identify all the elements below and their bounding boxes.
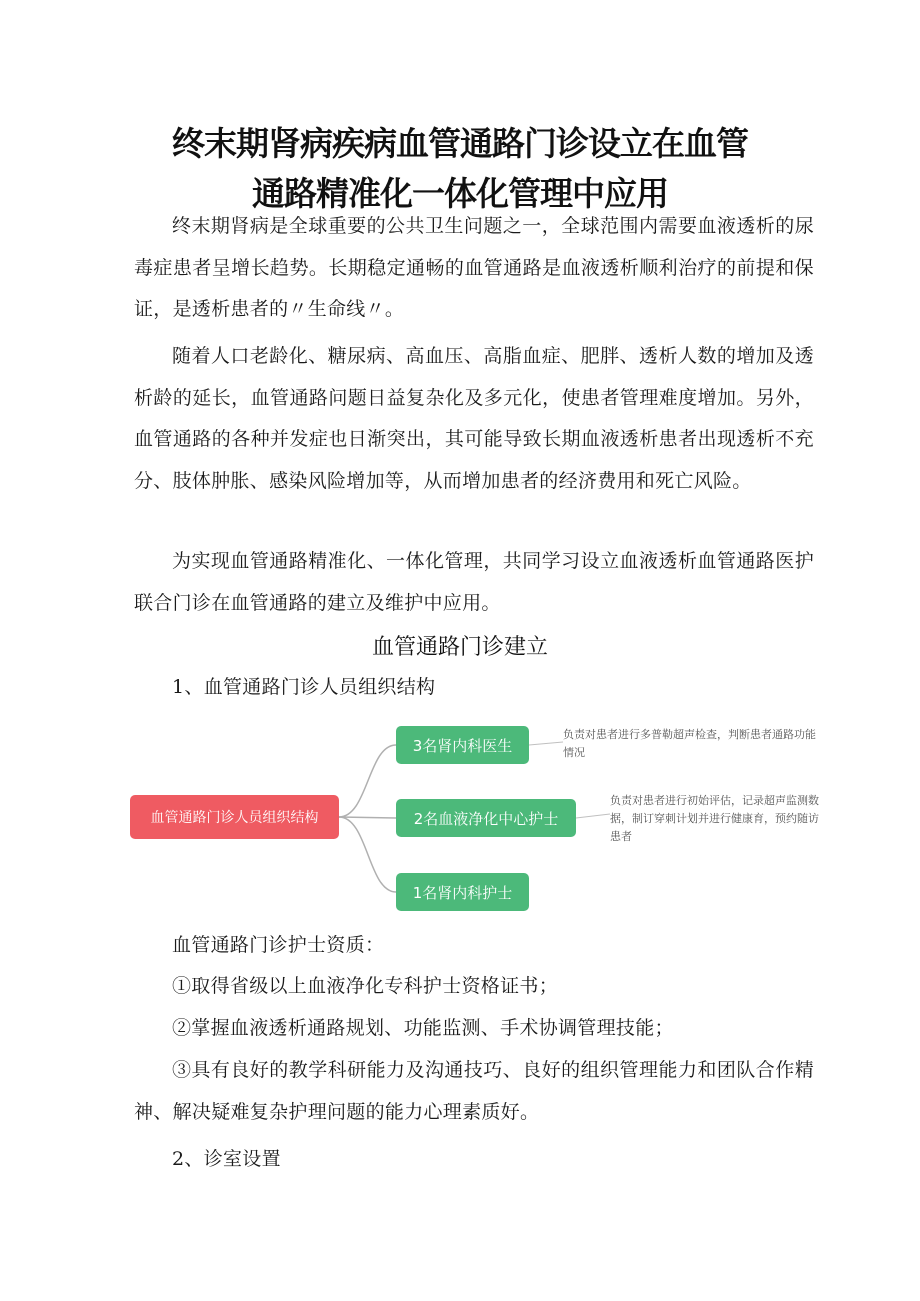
connector-note-1 <box>529 742 563 745</box>
connector-leaf-1 <box>339 745 396 817</box>
diagram-node-doctors: 3名肾内科医生 <box>396 726 529 764</box>
diagram-root-node: 血管通路门诊人员组织结构 <box>130 795 339 839</box>
section-heading: 血管通路门诊建立 <box>371 635 548 660</box>
diagram-node-dialysis-nurses: 2名血液净化中心护士 <box>396 799 576 837</box>
qualification-item-2: ②掌握血液透析通路规划、功能监测、手术协调管理技能； <box>172 1017 674 1039</box>
connector-note-2 <box>576 814 610 818</box>
paragraph-background: 随着人口老龄化、糖尿病、高血压、高脂血症、肥胖、透析人数的增加及透析龄的延长，血管通路问题日益复杂化及多元化，使患者管理难度增加。另外，血管通路的各种并发症也日渐突出，其可能导致长期血液透析患者出现透析不充分、肢体肿胀、感染风险增加等，从而增加患者的经济费用和死亡风险。 <box>134 345 814 492</box>
diagram-note-dialysis-nurses: 负责对患者进行初始评估，记录超声监测数据，制订穿刺计划并进行健康育，预约随访患者 <box>610 794 819 843</box>
diagram-note-doctors: 负责对患者进行多普勒超声检查，判断患者通路功能情况 <box>563 728 816 759</box>
qualification-heading: 血管通路门诊护士资质： <box>172 934 385 956</box>
paragraph-purpose: 为实现血管通路精准化、一体化管理，共同学习设立血液透析血管通路医护联合门诊在血管通路的建立及维护中应用。 <box>134 550 814 614</box>
subsection-heading-2: 2、诊室设置 <box>172 1148 281 1170</box>
document-title-line-1: 终末期肾病疾病血管通路门诊设立在血管 <box>172 124 748 163</box>
document-title-line-2: 通路精准化一体化管理中应用 <box>252 174 668 213</box>
org-structure-diagram <box>128 706 828 918</box>
qualification-item-1: ①取得省级以上血液净化专科护士资格证书； <box>172 975 559 997</box>
connector-leaf-3 <box>339 817 396 892</box>
paragraph-intro: 终末期肾病是全球重要的公共卫生问题之一，全球范围内需要血液透析的尿毒症患者呈增长趋势。长期稳定通畅的血管通路是血液透析顺利治疗的前提和保证，是透析患者的〃生命线〃。 <box>134 215 814 320</box>
subsection-heading-1: 1、血管通路门诊人员组织结构 <box>172 676 436 698</box>
connector-leaf-2 <box>339 817 396 818</box>
diagram-node-nephrology-nurse: 1名肾内科护士 <box>396 873 529 911</box>
qualification-item-3: ③具有良好的教学科研能力及沟通技巧、良好的组织管理能力和团队合作精神、解决疑难复杂护理问题的能力心理素质好。 <box>134 1059 814 1123</box>
